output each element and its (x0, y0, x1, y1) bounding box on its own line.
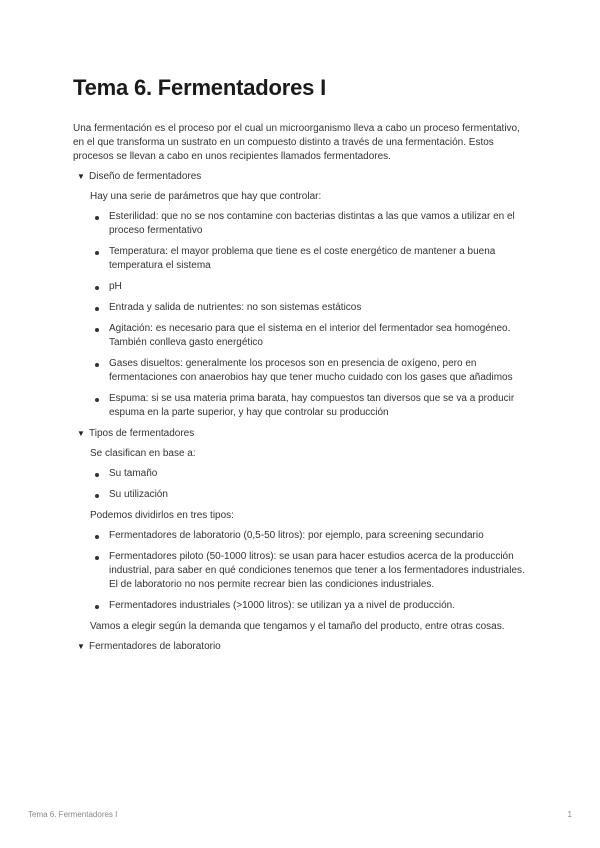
bullet-icon (95, 328, 99, 332)
toggle-body-diseno (73, 190, 533, 420)
intro-paragraph: Una fermentación es el proceso por el cual un microorganismo lleva a cabo un proceso fermentativo, en el que transforma un sustrato en un compuesto distinto a través de una fermentación. Estos procesos se llevan a cabo en unos recipientes llamados fermentadores. (73, 123, 520, 162)
bullet-icon (95, 398, 99, 402)
bullet-icon (95, 286, 99, 290)
list-item: Espuma: si se usa materia prima barata, hay compuestos tan diversos que se va a producir espuma en la parte superior, y hay que controlar su producción (90, 392, 533, 420)
list-item: Temperatura: el mayor problema que tiene es el coste energético de mantener a buena temperatura el sistema (90, 245, 533, 273)
list-item: Agitación: es necesario para que el sistema en el interior del fermentador sea homogéneo. También conlleva gasto energético (90, 322, 533, 350)
bullet-icon (95, 307, 99, 311)
bullet-icon (95, 251, 99, 255)
toggle-label: Tipos de fermentadores (89, 428, 195, 439)
list-item: Gases disueltos: generalmente los procesos son en presencia de oxígeno, pero en fermentaciones con anaerobios hay que tener mucho cuidado con los gases que añadimos (90, 357, 533, 385)
bullet-icon (95, 363, 99, 367)
page-title: Tema 6. Fermentadores I (73, 75, 326, 100)
list-item: Esterilidad: que no se nos contamine con bacterias distintas a las que vamos a utilizar en el proceso fermentativo (90, 210, 533, 238)
bullet-icon (95, 605, 99, 609)
toggle-intro: Hay una serie de parámetros que hay que controlar: (90, 191, 322, 202)
classification-list (90, 467, 533, 502)
bullet-icon (95, 473, 99, 477)
list-item: Fermentadores industriales (>1000 litros): se utilizan ya a nivel de producción. (90, 599, 533, 613)
triangle-down-icon[interactable]: ▼ (77, 642, 85, 651)
list-item: Entrada y salida de nutrientes: no son sistemas estáticos (90, 301, 533, 315)
toggle-header-laboratorio[interactable] (73, 640, 533, 654)
toggle-header-diseno[interactable] (73, 170, 533, 184)
types-list (90, 529, 533, 613)
triangle-down-icon[interactable]: ▼ (77, 429, 85, 438)
bullet-icon (95, 535, 99, 539)
toggle-diseno (73, 170, 533, 420)
toggle-tipos (73, 427, 533, 634)
list-item: Fermentadores de laboratorio (0,5-50 litros): por ejemplo, para screening secundario (90, 529, 533, 543)
toggle-label: Diseño de fermentadores (89, 171, 202, 182)
list-item: Su utilización (90, 488, 533, 502)
parameter-list (90, 210, 533, 420)
page-number: 1 (567, 810, 572, 819)
triangle-down-icon[interactable]: ▼ (77, 172, 85, 181)
bullet-icon (95, 494, 99, 498)
bullet-icon (95, 216, 99, 220)
toggle-intro: Se clasifican en base a: (90, 448, 196, 459)
list-item: Su tamaño (90, 467, 533, 481)
list-item: pH (90, 280, 533, 294)
list-item: Fermentadores piloto (50-1000 litros): se usan para hacer estudios acerca de la producción industrial, para saber en qué condiciones tenemos que tener a los fermentadores industriales. El de laboratorio no nos permite recrear bien las condiciones industriales. (90, 550, 533, 592)
page-content (73, 74, 533, 654)
toggle-outro: Vamos a elegir según la demanda que tengamos y el tamaño del producto, entre otras cosas. (90, 621, 505, 632)
toggle-body-tipos (73, 447, 533, 634)
toggle-intro-2: Podemos dividirlos en tres tipos: (90, 510, 234, 521)
toggle-laboratorio (73, 640, 533, 654)
bullet-icon (95, 556, 99, 560)
footer-title: Tema 6. Fermentadores I (28, 810, 118, 819)
toggle-label: Fermentadores de laboratorio (89, 641, 221, 652)
toggle-header-tipos[interactable] (73, 427, 533, 441)
